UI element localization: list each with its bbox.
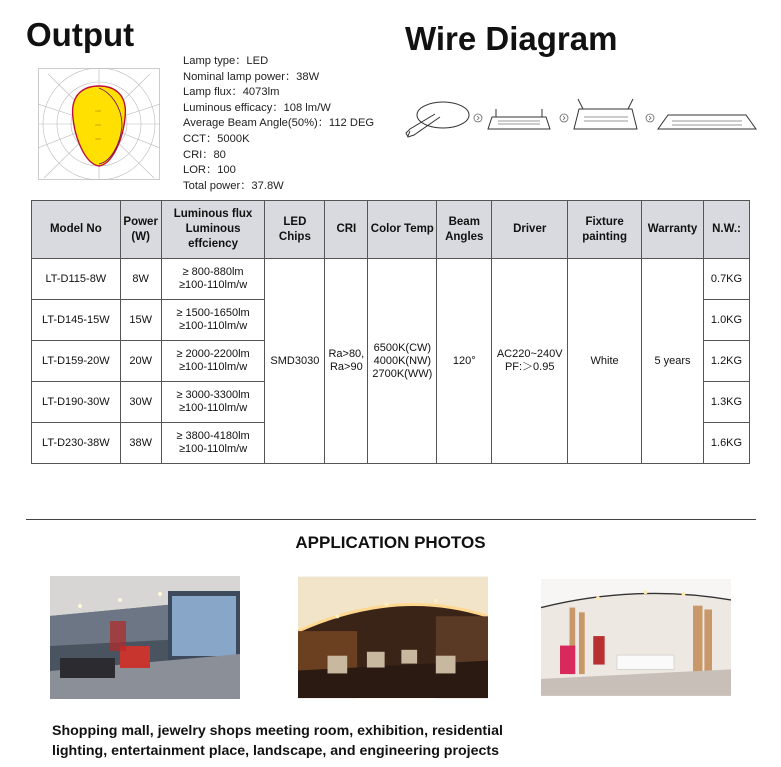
header-color-temp: Color Temp (368, 201, 437, 259)
flux-lumen: ≥ 800-880lm (182, 266, 244, 278)
cell-power: 30W (120, 382, 161, 423)
spec-lamp-flux: Lamp flux：4073lm (183, 86, 280, 99)
application-photos-heading: APPLICATION PHOTOS (295, 533, 486, 552)
cell-model: LT-D115-8W (32, 259, 121, 300)
cell-nw: 0.7KG (703, 259, 749, 300)
cell-nw: 1.6KG (703, 423, 749, 464)
restaurant-photo (298, 576, 488, 699)
header-driver: Driver (492, 201, 568, 259)
cell-beam: 120° (437, 259, 492, 464)
wire-diagram-heading: Wire Diagram (405, 20, 618, 57)
product-spec-table (31, 200, 750, 464)
cell-chips: SMD3030 (265, 259, 325, 464)
output-heading: Output (26, 16, 135, 53)
lamp-specs (183, 54, 374, 194)
cri-value-2: Ra>90 (329, 361, 363, 373)
spec-lamp-type: Lamp type：LED (183, 55, 269, 67)
flux-efficiency: ≥100-110lm/w (178, 361, 248, 373)
cell-nw: 1.2KG (703, 341, 749, 382)
cell-power: 8W (120, 259, 161, 300)
installation-step-3 (574, 99, 637, 129)
ct-nw: 4000K(NW) (373, 354, 432, 367)
driver-pf: PF:＞0.95 (504, 361, 555, 373)
spec-cri: CRI：80 (183, 148, 226, 161)
flux-efficiency: ≥100-110lm/w (178, 443, 248, 455)
driver-voltage: AC220~240V (496, 348, 563, 360)
polar-distribution-graph (38, 68, 160, 180)
flux-lumen: ≥ 3000-3300lm (176, 389, 250, 401)
cell-flux (161, 300, 265, 341)
flux-efficiency: ≥100-110lm/w (178, 320, 248, 332)
cell-power: 38W (120, 423, 161, 464)
header-cri: CRI (325, 201, 368, 259)
flux-efficiency: ≥100-110lm/w (178, 279, 248, 291)
application-line-2: lighting, entertainment place, landscape, and engineering projects (52, 743, 499, 759)
header-warranty: Warranty (642, 201, 704, 259)
ct-ww: 2700K(WW) (372, 367, 433, 380)
arrow-step-2 (560, 114, 568, 122)
spec-beam-angle: Average Beam Angle(50%)：112 DEG (183, 117, 375, 130)
cell-driver (492, 259, 568, 464)
cell-model: LT-D190-30W (32, 382, 121, 423)
flux-lumen: ≥ 2000-2200lm (176, 348, 250, 360)
header-flux: Luminous flux Luminous effciency (161, 201, 265, 259)
wire-diagram-illustration (400, 95, 770, 145)
application-description (52, 721, 752, 761)
shopping-mall-photo (541, 576, 731, 699)
header-model: Model No (32, 201, 121, 259)
cell-power: 15W (120, 300, 161, 341)
cell-flux (161, 423, 265, 464)
header-power: Power (W) (120, 201, 161, 259)
cell-power: 20W (120, 341, 161, 382)
arrow-step-3 (646, 114, 654, 122)
header-nw: N.W.: (703, 201, 749, 259)
table-row (32, 259, 750, 300)
ct-cw: 6500K(CW) (373, 341, 432, 354)
spec-nominal-power: Nominal lamp power：38W (183, 70, 320, 83)
flux-lumen: ≥ 1500-1650lm (176, 307, 250, 319)
section-divider (26, 519, 756, 520)
spec-lor: LOR：100 (183, 164, 236, 177)
arrow-step-1 (474, 114, 482, 122)
cell-flux (161, 382, 265, 423)
cell-cri (325, 259, 368, 464)
cell-model: LT-D159-20W (32, 341, 121, 382)
flux-lumen: ≥ 3800-4180lm (176, 430, 250, 442)
cell-painting: White (568, 259, 642, 464)
spec-total-power: Total power：37.8W (183, 179, 284, 192)
installation-step-2 (488, 109, 550, 129)
cell-color-temp (368, 259, 437, 464)
cell-warranty: 5 years (642, 259, 704, 464)
cell-model: LT-D230-38W (32, 423, 121, 464)
installation-step-1 (406, 102, 469, 137)
living-room-photo (50, 576, 240, 699)
table-header-row (32, 201, 750, 259)
spec-cct: CCT：5000K (183, 132, 250, 145)
svg-text:100: 100 (95, 109, 101, 113)
header-painting: Fixture painting (568, 201, 642, 259)
svg-text:300: 300 (95, 137, 101, 141)
header-beam: Beam Angles (437, 201, 492, 259)
cell-nw: 1.3KG (703, 382, 749, 423)
cri-value-1: Ra>80, (328, 348, 365, 360)
cell-model: LT-D145-15W (32, 300, 121, 341)
svg-text:200: 200 (95, 123, 101, 127)
cell-flux (161, 341, 265, 382)
cell-nw: 1.0KG (703, 300, 749, 341)
flux-efficiency: ≥100-110lm/w (178, 402, 248, 414)
cell-flux (161, 259, 265, 300)
header-chips: LED Chips (265, 201, 325, 259)
installation-step-4 (658, 115, 756, 129)
application-line-1: Shopping mall, jewelry shops meeting room, exhibition, residential (52, 723, 503, 739)
spec-luminous-efficacy: Luminous efficacy：108 lm/W (183, 101, 331, 114)
